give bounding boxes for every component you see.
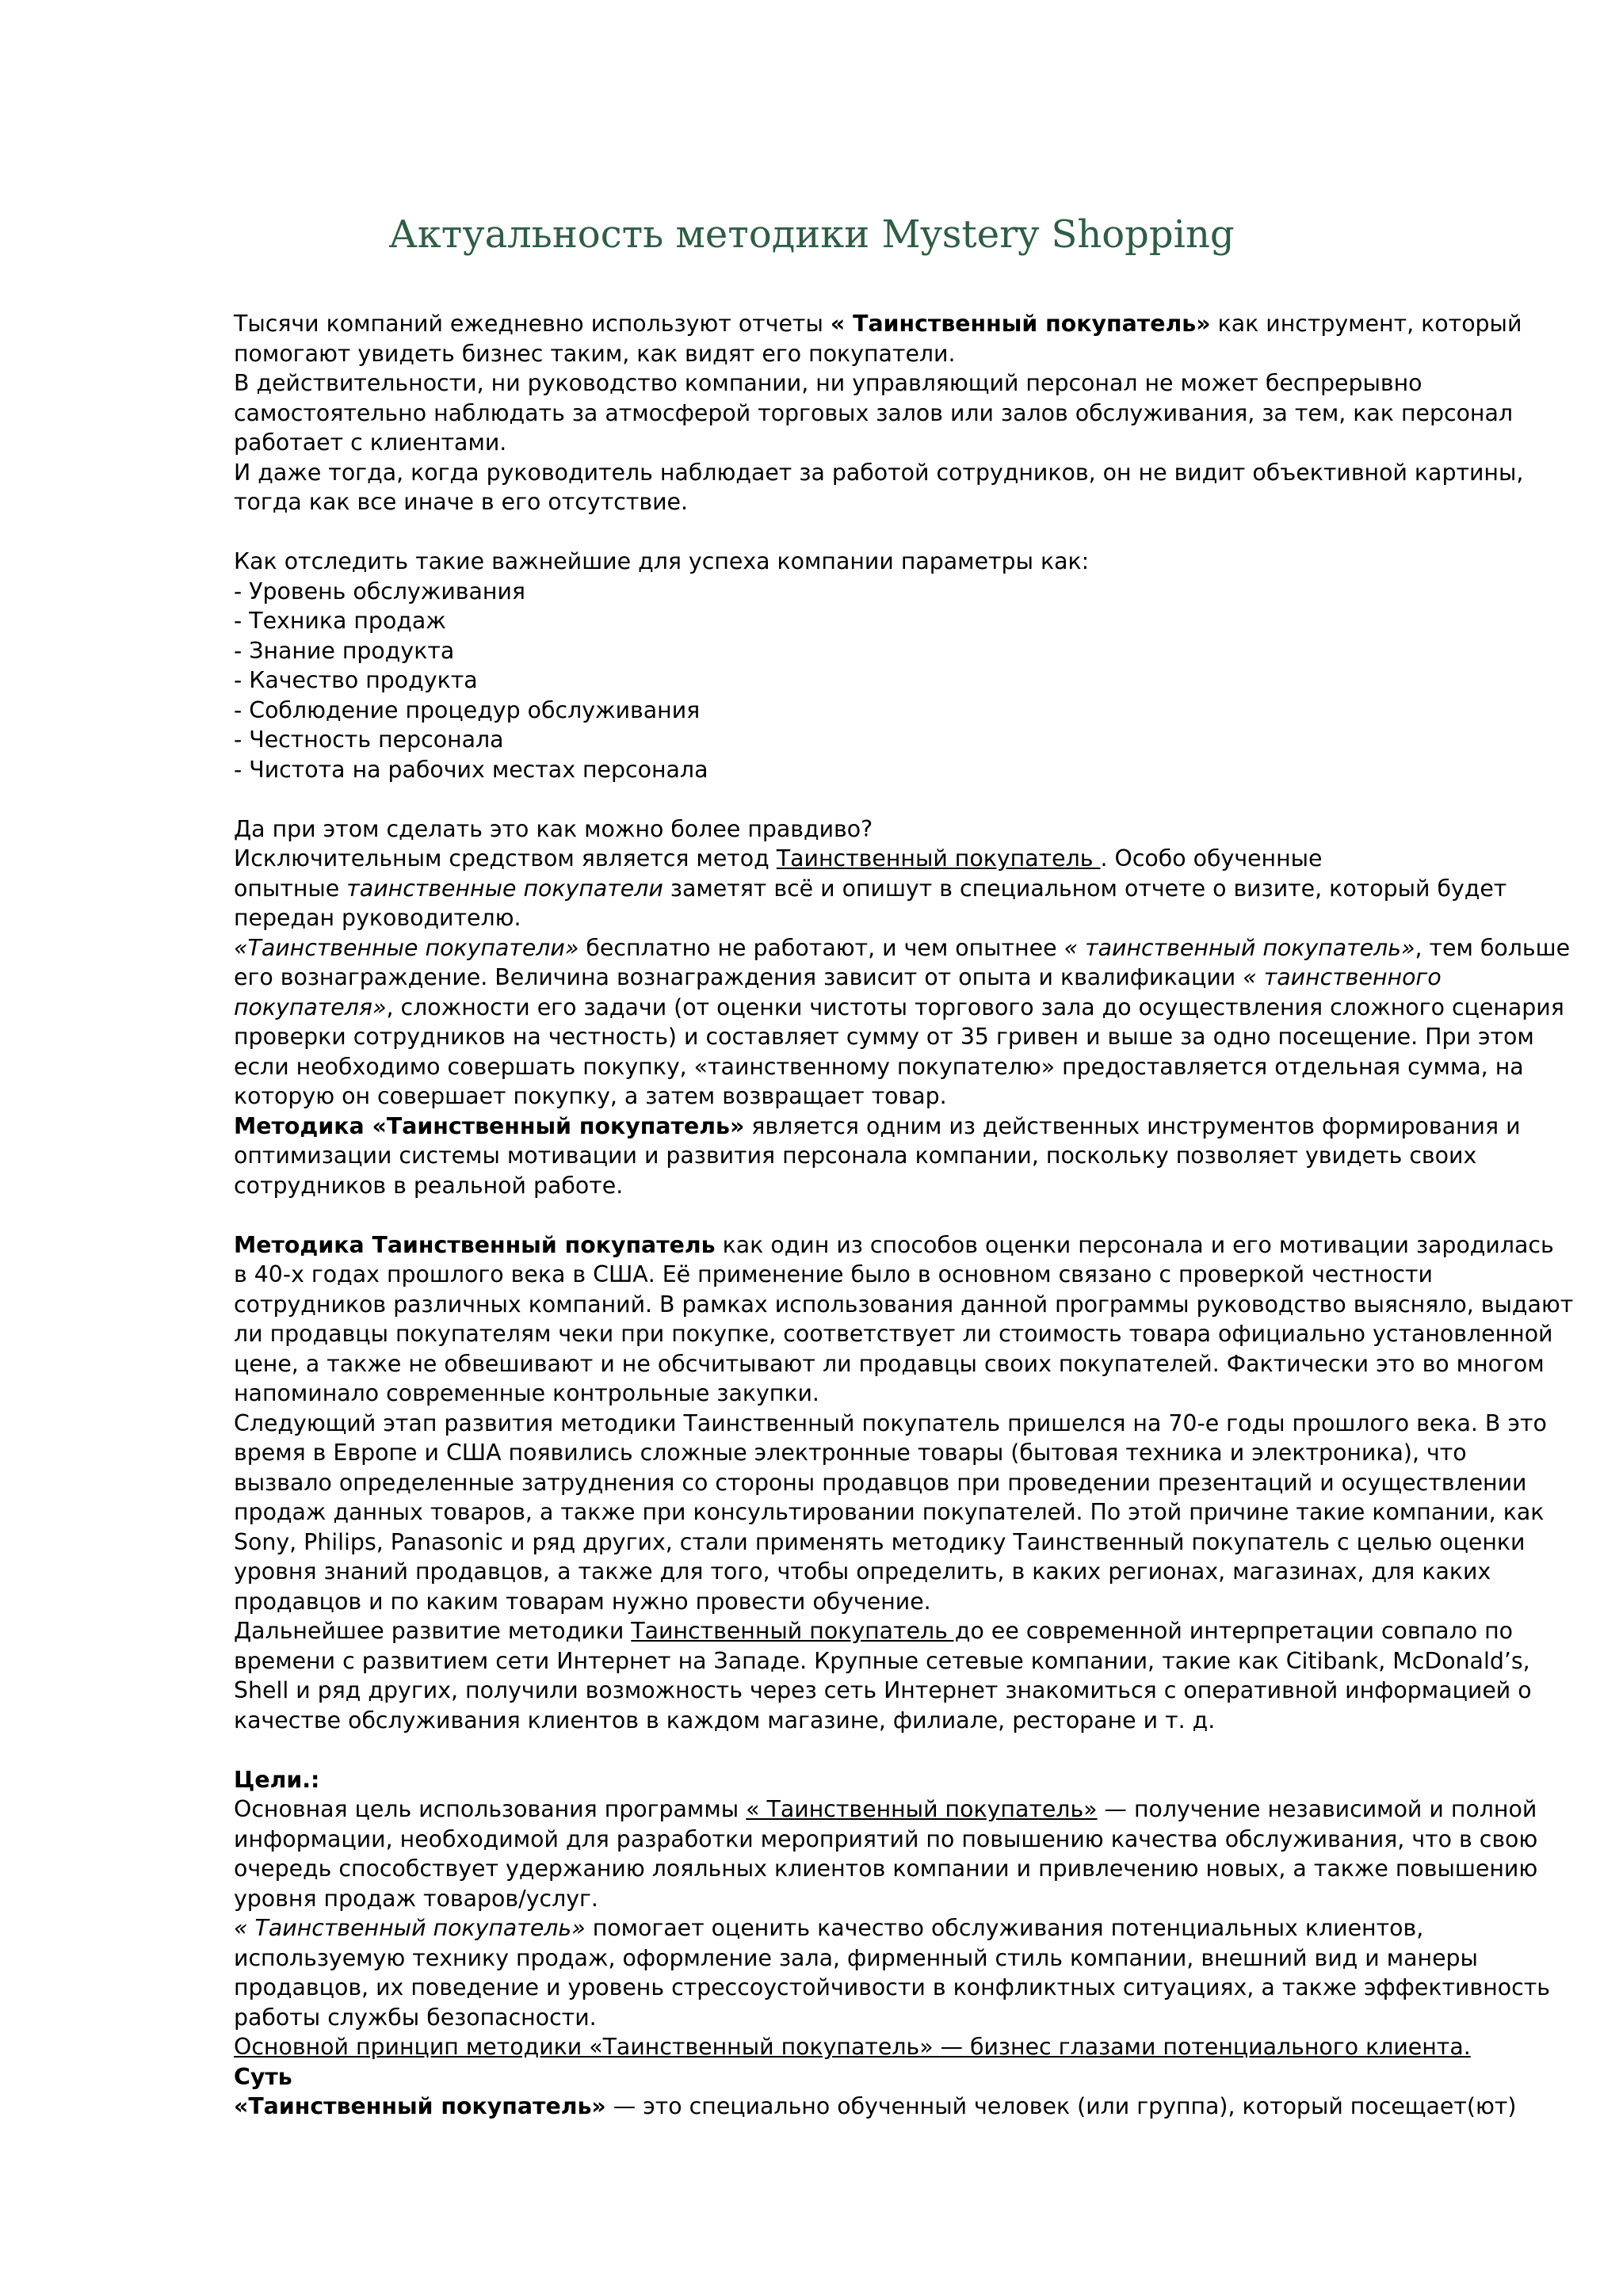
text-line: уровня продаж товаров/услуг. bbox=[234, 1885, 598, 1912]
essence-paragraph bbox=[234, 2062, 1581, 2122]
list-item: - Чистота на рабочих местах персонала bbox=[234, 756, 708, 783]
spacer bbox=[234, 1200, 1581, 1230]
italic-term: таинственные покупатели bbox=[346, 875, 663, 902]
section-heading: Цели.: bbox=[234, 1766, 320, 1793]
italic-term: покупателя» bbox=[234, 994, 387, 1020]
intro-paragraph bbox=[234, 309, 1581, 517]
params-paragraph bbox=[234, 547, 1581, 784]
text-run: — это специально обученный человек (или группа), который посещает(ют) bbox=[605, 2093, 1517, 2119]
section-heading: Суть bbox=[234, 2063, 292, 2090]
text-line: времени с развитием сети Интернет на Западе. Крупные сетевые компании, такие как Citibank, McDonald’s, bbox=[234, 1647, 1530, 1674]
text-run: является одним из действенных инструментов формирования и bbox=[744, 1112, 1521, 1139]
text-line: уровня знаний продавцов, а также для того, чтобы определить, в каких регионах, магазинах, для каких bbox=[234, 1558, 1491, 1585]
text-line: самостоятельно наблюдать за атмосферой торговых залов или залов обслуживания, за тем, как персонал bbox=[234, 399, 1514, 426]
text-line bbox=[234, 874, 1581, 904]
document-body bbox=[234, 309, 1581, 2122]
text-run: опытные bbox=[234, 875, 347, 902]
text-line: продавцов, их поведение и уровень стрессоустойчивости в конфликтных ситуациях, а также эффективность bbox=[234, 1974, 1550, 2000]
text-line: работы службы безопасности. bbox=[234, 2004, 597, 2031]
list-item: - Честность персонала bbox=[234, 727, 504, 753]
text-line: сотрудников в реальной работе. bbox=[234, 1172, 624, 1199]
text-run: . Особо обученные bbox=[1100, 845, 1323, 871]
mystery-shopper-link[interactable]: Таинственный покупатель bbox=[776, 845, 1101, 871]
text-line: которую он совершает покупку, а затем возвращает товар. bbox=[234, 1083, 947, 1109]
text-line: качестве обслуживания клиентов в каждом магазине, филиале, ресторане и т. д. bbox=[234, 1707, 1216, 1733]
bold-term: «Таинственный покупатель» bbox=[234, 2093, 606, 2119]
text-line: проверки сотрудников на честность) и составляет сумму от 35 гривен и выше за одно посещение. При этом bbox=[234, 1024, 1534, 1050]
text-line: тогда как все иначе в его отсутствие. bbox=[234, 489, 689, 515]
text-run: Тысячи компаний ежедневно используют отчеты bbox=[234, 311, 831, 337]
list-item: - Качество продукта bbox=[234, 667, 478, 693]
text-line: В действительности, ни руководство компании, ни управляющий персонал не может беспрерывно bbox=[234, 370, 1423, 396]
text-line: Как отследить такие важнейшие для успеха компании параметры как: bbox=[234, 548, 1090, 574]
text-line: вызвало определенные затруднения со стороны продавцов при проведении презентаций и осуществлении bbox=[234, 1469, 1527, 1496]
italic-term: « Таинственный покупатель» bbox=[234, 1915, 586, 1941]
text-line bbox=[234, 993, 1581, 1023]
spacer bbox=[234, 1735, 1581, 1765]
text-run: Дальнейшее развитие методики bbox=[234, 1618, 632, 1644]
text-run: заметят всё и опишут в специальном отчете о визите, который будет bbox=[663, 875, 1507, 902]
list-item: - Техника продаж bbox=[234, 608, 446, 634]
list-item: - Знание продукта bbox=[234, 637, 455, 664]
list-item: - Соблюдение процедур обслуживания bbox=[234, 696, 701, 723]
method-paragraph bbox=[234, 814, 1581, 1201]
spacer bbox=[234, 784, 1581, 814]
principle-line: Основной принцип методики «Таинственный покупатель» — бизнес глазами потенциального клиента. bbox=[234, 2034, 1471, 2060]
text-line: помогают увидеть бизнес таким, как видят его покупатели. bbox=[234, 340, 956, 367]
italic-term: «Таинственные покупатели» bbox=[234, 934, 579, 961]
text-run: , сложности его задачи (от оценки чистоты торгового зала до осуществления сложного сценария bbox=[386, 994, 1564, 1020]
page-title: Актуальность методики Mystery Shopping bbox=[388, 212, 1235, 257]
goals-paragraph bbox=[234, 1765, 1581, 2062]
text-line bbox=[234, 1794, 1581, 1825]
text-line bbox=[234, 1913, 1581, 1943]
text-line: цене, а также не обвешивают и не обсчитывают ли продавцы своих покупателей. Фактически это во многом bbox=[234, 1350, 1545, 1377]
text-line bbox=[234, 309, 1581, 339]
text-run: его вознаграждение. Величина вознаграждения зависит от опыта и квалификации bbox=[234, 964, 1243, 990]
text-line bbox=[234, 963, 1581, 993]
text-line bbox=[234, 1616, 1581, 1646]
text-line bbox=[234, 933, 1581, 963]
history-paragraph bbox=[234, 1230, 1581, 1736]
text-line: ли продавцы покупателям чеки при покупке, соответствует ли стоимость товара официально установленной bbox=[234, 1321, 1553, 1347]
text-line: Следующий этап развития методики Таинственный покупатель пришелся на 70-е годы прошлого века. В это bbox=[234, 1409, 1547, 1436]
text-line bbox=[234, 844, 1581, 874]
text-line: напоминало современные контрольные закупки. bbox=[234, 1380, 819, 1406]
text-line: продаж данных товаров, а также при консультировании покупателей. По этой причине такие компании, как bbox=[234, 1499, 1545, 1525]
text-run: — получение независимой и полной bbox=[1097, 1796, 1537, 1822]
list-item: - Уровень обслуживания bbox=[234, 578, 525, 605]
mystery-shopper-link[interactable]: Таинственный покупатель д bbox=[631, 1618, 971, 1644]
text-line: время в Европе и США появились сложные электронные товары (бытовая техника и электроника), что bbox=[234, 1440, 1467, 1466]
text-line: Да при этом сделать это как можно более правдиво? bbox=[234, 815, 873, 842]
text-line: передан руководителю. bbox=[234, 905, 521, 931]
text-line: продавцов и по каким товарам нужно провести обучение. bbox=[234, 1588, 931, 1615]
text-run: Основная цель использования программы bbox=[234, 1796, 747, 1822]
text-run: , тем больше bbox=[1415, 934, 1571, 961]
text-line: работает с клиентами. bbox=[234, 429, 507, 456]
text-run: как один из способов оценки персонала и его мотивации зародилась bbox=[715, 1231, 1554, 1258]
text-line: И даже тогда, когда руководитель наблюдает за работой сотрудников, он не видит объективной картины, bbox=[234, 459, 1524, 486]
text-run: о ее современной интерпретации совпало по bbox=[970, 1618, 1513, 1644]
text-run: помогает оценить качество обслуживания потенциальных клиентов, bbox=[585, 1915, 1424, 1941]
italic-term: « таинственный покупатель» bbox=[1064, 934, 1415, 961]
text-line: если необходимо совершать покупку, «таинственному покупателю» предоставляется отдельная сумма, на bbox=[234, 1053, 1524, 1080]
text-line: сотрудников различных компаний. В рамках использования данной программы руководство выясняло, выдают bbox=[234, 1291, 1574, 1318]
text-line: используемую технику продаж, оформление зала, фирменный стиль компании, внешний вид и манеры bbox=[234, 1944, 1478, 1971]
italic-term: « таинственного bbox=[1243, 964, 1442, 990]
bold-term: Методика Таинственный покупатель bbox=[234, 1231, 716, 1258]
text-line: оптимизации системы мотивации и развития персонала компании, поскольку позволяет увидеть своих bbox=[234, 1142, 1477, 1169]
text-run: бесплатно не работают, и чем опытнее bbox=[579, 934, 1064, 961]
text-line: информации, необходимой для разработки мероприятий по повышению качества обслуживания, что в свою bbox=[234, 1825, 1538, 1852]
text-run: Исключительным средством является метод bbox=[234, 845, 777, 871]
spacer bbox=[234, 517, 1581, 547]
bold-term: Методика «Таинственный покупатель» bbox=[234, 1112, 745, 1139]
text-line: в 40-х годах прошлого века в США. Её применение было в основном связано с проверкой честности bbox=[234, 1261, 1433, 1287]
text-line: очередь способствует удержанию лояльных клиентов компании и привлечению новых, а также повышению bbox=[234, 1855, 1538, 1882]
text-run: как инструмент, который bbox=[1210, 311, 1522, 337]
text-line: Shell и ряд других, получили возможность через сеть Интернет знакомиться с оперативной информацией о bbox=[234, 1677, 1532, 1703]
text-line bbox=[234, 2092, 1581, 2122]
text-line bbox=[234, 1230, 1581, 1261]
text-line bbox=[234, 1112, 1581, 1142]
mystery-shopper-link[interactable]: « Таинственный покупатель» bbox=[746, 1796, 1098, 1822]
text-line: Sony, Philips, Panasonic и ряд других, стали применять методику Таинственный покупатель с целью оценки bbox=[234, 1528, 1526, 1555]
bold-term: « Таинственный покупатель» bbox=[830, 311, 1211, 337]
